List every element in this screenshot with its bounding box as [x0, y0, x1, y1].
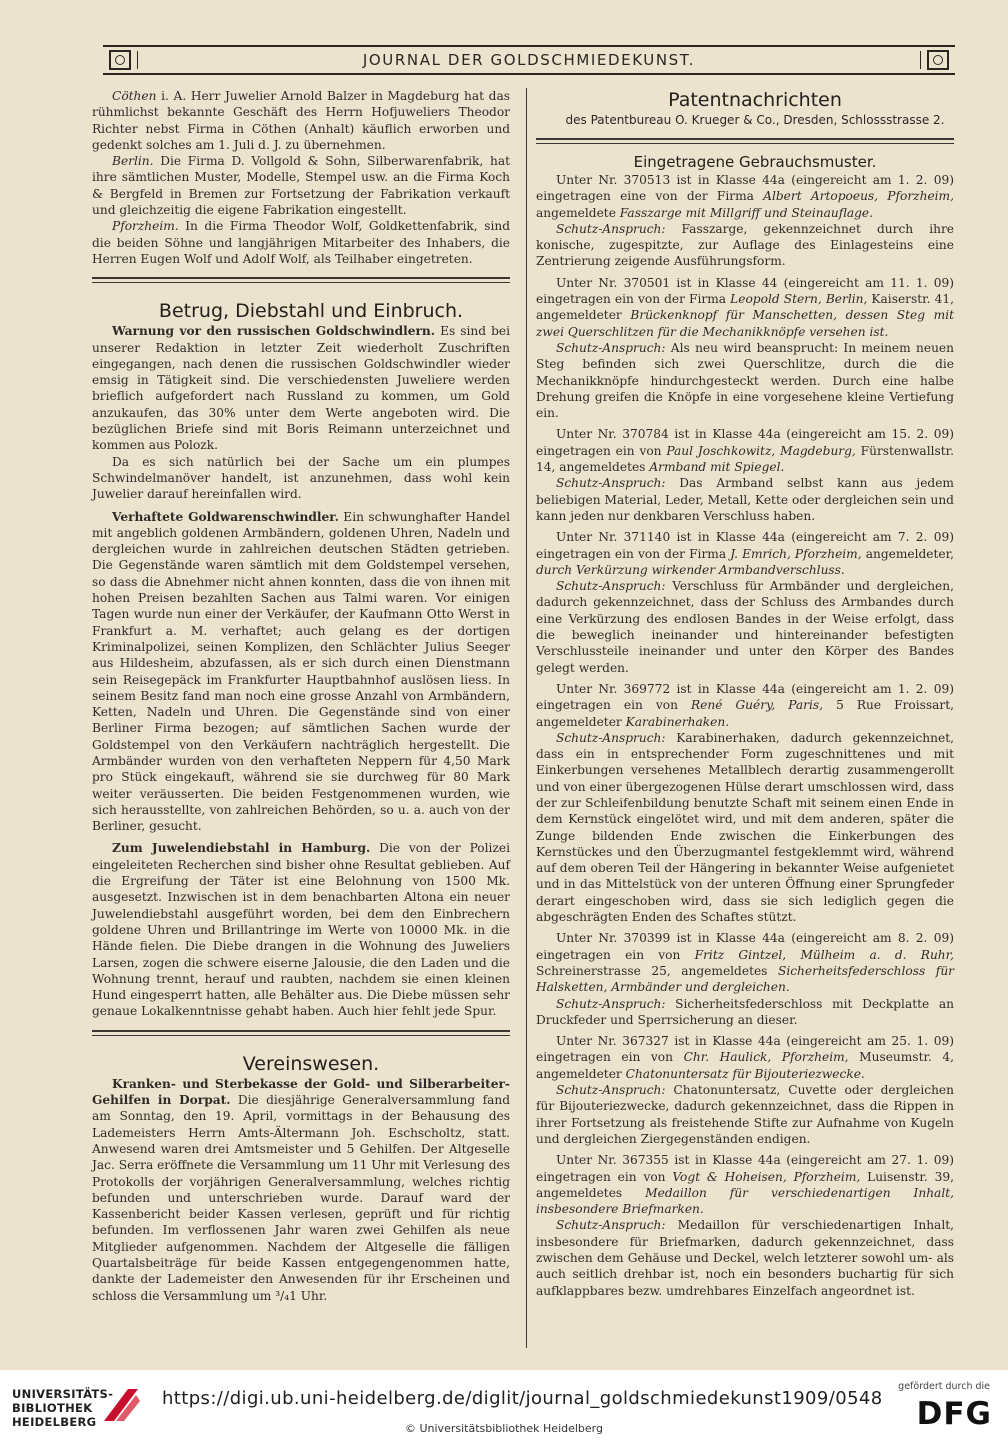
entry-text: Unter Nr. 370784 ist in Klasse 44a (eingereicht am 15. 2. 09) eingetragen ein von [536, 427, 954, 458]
library-name-line: BIBLIOTHEK [12, 1401, 93, 1415]
entry-text: Unter Nr. 367327 ist in Klasse 44a (eingereicht am 25. 1. 09) eingetragen ein von [536, 1034, 954, 1065]
claim-text: Sicherheitsfederschloss mit Deckplatte an Druckfeder und Sperrsicherung an dieser. [536, 996, 954, 1027]
article-text: Ein schwunghafter Handel mit angeblich goldenen Armbändern, goldenen Uhren, Nadeln und dergleichen wurde in zahlreichen deutschen Städten getrieben. Die Gegenstände waren sämtlich mit dem Goldstempel versehen, so dass die Abnehmer nicht ahnen konnten, dass die von ihnen mit hohen Preisen bezahlten Sachen aus Talmi waren. Vor einigen Tagen wurde nun einer der Verkäufer, der Kaufmann Otto Werst in Frankfurt a. M. verhaftet; auch gelang es der dortigen Kriminalpolizei, seinen Komplizen, den Schlächter Julius Seeger aus Hildesheim, abzufassen, als er sich durch einen Dienstmann sein Reisegepäck im Frankfurter Hauptbahnhof auslösen liess. In seinem Besitz fand man noch eine grosse Anzahl von Armbändern, Ketten, Nadeln und Uhren. Die Gegenstände sind von einer Berliner Firma bezogen; auf sämtlichen Sachen wurde der Goldstempel von den Verkäufern nachträglich hergestellt. Die Armbänder wurden von den verhafteten Neppern für 4,50 Mark pro Stück eingekauft, während sie sie durchweg für 80 Mark weiter veräusserten. Die beiden Festgenommenen wurden, wie sich herausstellte, von zahlreichen Behörden, so u. a. auch von der Berliner, gesucht. [92, 509, 510, 834]
entry-product: Armband mit Spiegel. [649, 460, 785, 475]
entry-text: Unter Nr. 371140 ist in Klasse 44a (eingereicht am 7. 2. 09) eingetragen ein von der Firma [536, 530, 954, 561]
patent-entry [536, 1033, 954, 1082]
patent-claim [536, 730, 954, 926]
permalink-url[interactable]: https://digi.ub.uni-heidelberg.de/diglit/journal_goldschmiedekunst1909/0548 [162, 1388, 883, 1409]
journal-header [103, 45, 955, 75]
article-text: Die von der Polizei eingeleiteten Recherchen sind bisher ohne Resultat geblieben. Auf die Ergreifung der Täter ist eine Belohnung von 1500 Mk. ausgesetzt. Inzwischen ist in dem benachbarten Altona ein neuer Juwelendiebstahl ausgeführt worden, bei dem den Einbrechern goldene Uhren und Brillantringe im Werte von 10000 Mk. in die Hände fielen. Die Diebe drangen in die Wohnung des Juweliers Larsen, zogen die schwere eiserne Jalousie, die den Laden und die Wohnung trennt, herauf und raubten, nachdem sie einen kleinen Hund eingesperrt hatten, alle Behälter aus. Die Diebe müssen sehr genaue Lokalkenntnisse gehabt haben. Auch hier fehlt jede Spur. [92, 841, 510, 1019]
left-column [92, 88, 510, 1304]
patent-claim [536, 996, 954, 1029]
claim-label: Schutz-Anspruch: [556, 1218, 666, 1233]
entry-text: Unter Nr. 370399 ist in Klasse 44a (eingereicht am 8. 2. 09) eingetragen ein von [536, 931, 954, 962]
claim-text: Als neu wird beansprucht: In meinem neuen Steg befinden sich zwei Querschlitze, durch die die Mechanikknöpfe hindurchgesteckt werden. Durch eine halbe Drehung greifen die Knöpfe in eine vorgesehene kleine Vertiefung ein. [536, 340, 954, 421]
claim-text: Verschluss für Armbänder und dergleichen, dadurch gekennzeichnet, dass der Schluss des Armbandes durch eine Verkürzung des endlosen Bandes in der Weise erfolgt, dass die beweglich ineinander und hintereinander befestigten Verschlussteile ineinander und unter den Körper des Bandes gelegt werden. [536, 579, 954, 675]
claim-label: Schutz-Anspruch: [556, 579, 666, 594]
entry-text: Unter Nr. 370501 ist in Klasse 44 (eingereicht am 11. 1. 09) eingetragen ein von der Firma [536, 275, 954, 307]
gebrauchsmuster-title: Eingetragene Gebrauchsmuster. [633, 153, 877, 171]
claim-text: Fasszarge, gekennzeichnet durch ihre konische, zugespitzte, zur Auflage des Einlagesteins eine Zentrierung zeigende Ausführungsform. [536, 221, 954, 269]
section-separator [92, 1030, 510, 1036]
entry-applicant: J. Emrich, Pforzheim, [730, 546, 862, 561]
ornament-right-icon [927, 50, 949, 70]
library-name-line: HEIDELBERG [12, 1415, 97, 1429]
news-item-pforzheim [92, 218, 510, 267]
entry-text: 5 Rue Froissart, angemeldeter [536, 698, 955, 729]
entry-text: Unter Nr. 370513 ist in Klasse 44a (eingereicht am 1. 2. 09) eingetragen eine von der Firma [536, 173, 954, 204]
claim-text: Medaillon für verschiedenartigen Inhalt, insbesondere für Briefmarken, dadurch gekennzeichnet, dass zwischen dem Gehäuse und Deckel, welch letzterer sowohl um- als auch seitlich drehbar ist, noch ein besonders buchartig für sich aufklappbares bezw. umdrehbares Einzelfach angeordnet ist. [536, 1218, 954, 1298]
entry-applicant: Albert Artopoeus, Pforzheim, [763, 189, 954, 204]
claim-text: Das Armband selbst kann aus jedem beliebigen Material, Leder, Metall, Kette oder dergleichen sein und kann jeden nur denkbaren Verschluss haben. [536, 476, 954, 523]
place-name: Cöthen [112, 89, 157, 103]
entry-product: Fasszarge mit Millgriff und Steinauflage. [619, 205, 874, 220]
dfg-logo: DFG [916, 1396, 992, 1432]
funding-note: gefördert durch die [898, 1381, 990, 1392]
patent-claim [536, 1217, 954, 1298]
section-separator [536, 138, 954, 144]
patent-entry [536, 1152, 954, 1217]
entry-product: durch Verkürzung wirkender Armbandverschluss. [536, 562, 845, 577]
patent-entry [536, 529, 954, 578]
entry-applicant: Chr. Haulick, Pforzheim, [683, 1050, 849, 1065]
patent-entry [536, 275, 954, 340]
news-text: In die Firma Theodor Wolf, Goldkettenfabrik, sind die beiden Söhne und langjährigen Mitarbeiter des Inhabers, die Herren Eugen Wolf und Adolf Wolf, als Teilhaber eingetreten. [92, 219, 510, 266]
entry-text: Unter Nr. 367355 ist in Klasse 44a (eingereicht am 27. 1. 09) eingetragen ein von [536, 1153, 954, 1184]
entry-applicant: Leopold Stern, Berlin, [730, 292, 868, 307]
entry-text: angemeldeter, [861, 546, 954, 561]
article-hamburg [92, 840, 510, 1019]
entry-applicant: Fritz Gintzel, Mülheim a. d. Ruhr, [694, 947, 955, 962]
journal-title: JOURNAL DER GOLDSCHMIEDEKUNST. [362, 51, 696, 69]
news-text: Die Firma D. Vollgold & Sohn, Silberwarenfabrik, hat ihre sämtlichen Muster, Modelle, Stempel usw. an die Firma Koch & Bergfeld in Bremen zur Fortsetzung der Fabrikation verkauft und gleichzeitig die eigene Fabrikation eingestellt. [92, 154, 510, 218]
entry-text: Museumstr. 4, angemeldeter [536, 1050, 955, 1081]
entry-product: Karabinerhaken. [625, 714, 730, 729]
entry-product: Brückenknopf für Manschetten, dessen Steg mit zwei Querschlitzen für die Mechanikknöpfe versehen ist. [536, 308, 955, 339]
entry-text: Kaiserstr. 41, angemeldeter [536, 292, 954, 323]
patent-entries [536, 172, 954, 1299]
copyright-text: © Universitätsbibliothek Heidelberg [404, 1422, 603, 1435]
entry-product: Chatonuntersatz für Bijouteriezwecke. [625, 1066, 865, 1081]
patent-claim [536, 1082, 954, 1147]
patent-entry [536, 172, 954, 221]
claim-label: Schutz-Anspruch: [556, 221, 666, 236]
section-separator [92, 277, 510, 283]
article-lead: Zum Juwelendiebstahl in Hamburg. [112, 841, 371, 856]
place-name: Berlin. [112, 154, 154, 169]
claim-label: Schutz-Anspruch: [556, 996, 666, 1011]
article-verhaftete [92, 509, 510, 835]
article-lead: Verhaftete Goldwarenschwindler. [112, 509, 339, 524]
article-dorpat [92, 1076, 510, 1304]
patent-title: Patentnachrichten [668, 89, 842, 111]
place-name: Pforzheim. [112, 219, 179, 234]
library-name-line: UNIVERSITÄTS- [12, 1387, 114, 1401]
patent-subtitle: des Patentbureau O. Krueger & Co., Dresden, Schlossstrasse 2. [565, 113, 945, 127]
patent-claim [536, 475, 954, 524]
article-lead: Kranken- und Sterbekasse der Gold- und Silberarbeiter-Gehilfen in Dorpat. [92, 1076, 510, 1108]
entry-text: angemeldete [536, 205, 620, 220]
section-title-betrug: Betrug, Diebstahl und Einbruch. [158, 300, 464, 323]
entry-text: Luisenstr. 39, angemeldetes [536, 1169, 954, 1200]
entry-applicant: René Guéry, Paris, [690, 698, 824, 713]
patent-claim [536, 578, 954, 676]
entry-text: Fürstenwallstr. 14, angemeldetes [536, 443, 954, 475]
news-text: i. A. Herr Juwelier Arnold Balzer in Magdeburg hat das rühmlichst bekannte Geschäft des Herrn Hofjuweliers Theodor Richter nebst Firma in Cöthen (Anhalt) käuflich erworben und gedenkt solches am 1. Juli d. J. zu übernehmen. [92, 89, 510, 152]
section-title-vereinswesen: Vereinswesen. [242, 1052, 380, 1075]
header-rule-right [920, 51, 921, 69]
patent-entry [536, 426, 954, 475]
patent-claim [536, 340, 954, 421]
entry-applicant: Paul Joschkowitz, Magdeburg, [666, 443, 856, 458]
claim-label: Schutz-Anspruch: [556, 340, 666, 355]
article-text: Die diesjährige Generalversammlung fand am Sonntag, den 19. April, vormittags in der Behausung des Lademeisters Herrn Amts-Ältermann Joh. Eschscholtz, statt. Anwesend waren drei Amtsmeister und 5 Gehilfen. Der Altgeselle Jac. Serra eröffnete die Versammlung um 11 Uhr mit Verlesung des Protokolls der vorjährigen Generalversammlung, welches richtig befunden und unterschrieben wurde. Darauf ward der Kassenbericht beider Kassen verlesen, geprüft und für richtig befunden. Im verflossenen Jahr waren zwei Gehilfen als neue Mitglieder aufgenommen. Nachdem der Altgeselle die fälligen Quartalsbeiträge für beide Kassen entgegengenommen hatte, dankte der Lademeister den Anwesenden für ihr Erscheinen und schloss die Versammlung um ³/₄1 Uhr. [92, 1093, 511, 1303]
article-text: Es sind bei unserer Redaktion in letzter Zeit wiederholt Zuschriften eingegangen, nach denen die russischen Goldschwindler wieder emsig in Tätigkeit sind. Die verschiedensten Juweliere werden brieflich aufgefordert nach Russland zu kommen, um Gold anzukaufen, das 30% unter dem Werte angeboten wird. Die bezüglichen Briefe sind mit Boris Reimann unterzeichnet und kommen aus Polozk. [92, 324, 510, 453]
right-column [536, 88, 954, 1299]
patent-entry [536, 930, 954, 995]
claim-label: Schutz-Anspruch: [556, 730, 666, 745]
claim-text: Chatonuntersatz, Cuvette oder dergleichen für Bijouteriezwecke, dadurch gekennzeichnet, dass die Rippen in ihrer Fortsetzung als freistehende Stifte zur Aufnahme von Kugeln und dergleichen Ziergegenständen endigen. [536, 1083, 954, 1146]
column-divider [526, 88, 527, 1348]
claim-text: Karabinerhaken, dadurch gekennzeichnet, dass ein in entsprechender Form zugeschnittenes und mit Einkerbungen versehenes Metallblech derartig zusammengerollt und von einer übergezogenen Hülse derart umschlossen wird, dass der zur Schleifenbildung benutzte Schaft mit seinem einen Ende in dem Kernstück eingelötet wird, und mit dem anderen, später die Zunge bildenden Ende zwischen die Einkerbungen des Kernstückes und den Überzugmantel festgeklemmt wird, während auf dem oberen Teil der Hängering in bekannter Weise aufgenietet und in das Mittelstück von der unteren Öffnung einer Sprungfeder derart eingeschoben wird, dass sie sich lediglich gegen die abgeschrägten Enden des Schaftes stützt. [536, 730, 954, 925]
patent-entry [536, 681, 954, 730]
article-warnung [92, 323, 510, 453]
entry-text: Schreinerstrasse 25, angemeldetes [536, 963, 778, 978]
article-lead: Warnung vor den russischen Goldschwindlern. [112, 324, 436, 339]
footer-bar [0, 1370, 1008, 1446]
patent-claim [536, 221, 954, 270]
entry-applicant: Vogt & Hoheisen, Pforzheim, [672, 1169, 861, 1184]
claim-label: Schutz-Anspruch: [556, 476, 666, 491]
entry-text: Unter Nr. 369772 ist in Klasse 44a (eingereicht am 1. 2. 09) eingetragen ein von [536, 681, 954, 713]
entry-product: Sicherheitsfederschloss für Halsketten, Armbänder und dergleichen. [536, 963, 954, 995]
news-item-coethen [92, 88, 510, 153]
entry-product: Medaillon für verschiedenartigen Inhalt, insbesondere Briefmarken. [536, 1185, 954, 1217]
article-schwindel: Da es sich natürlich bei der Sache um ein plumpes Schwindelmanöver handelt, ist anzunehmen, dass wohl kein Juwelier darauf hereinfallen wird. [92, 454, 510, 502]
news-item-berlin [92, 153, 510, 218]
claim-label: Schutz-Anspruch: [556, 1083, 666, 1098]
